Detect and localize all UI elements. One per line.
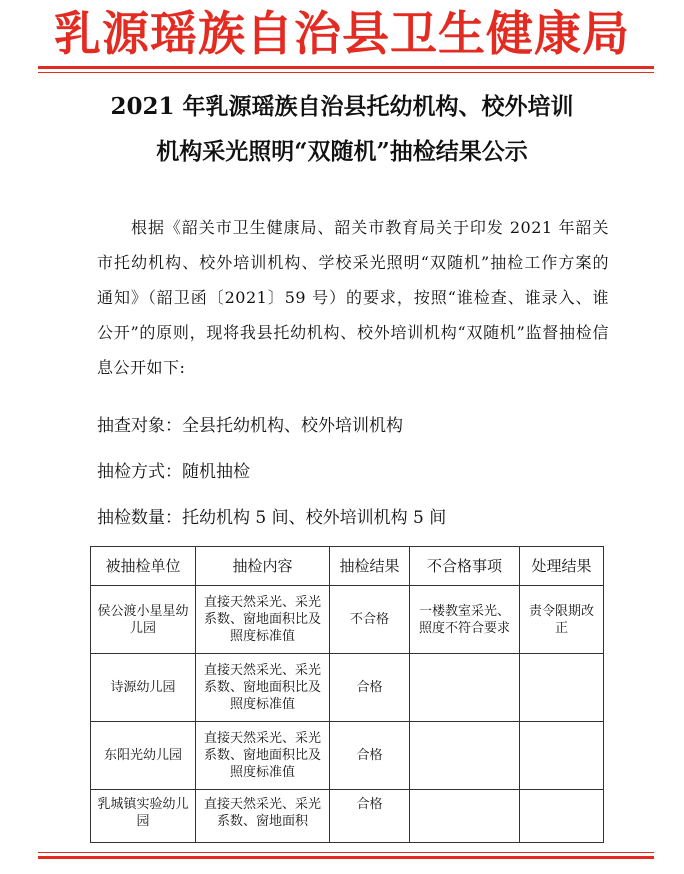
cell-content: 直接天然采光、采光系数、窗地面积比及照度标准值	[196, 586, 330, 654]
table-row	[91, 790, 604, 843]
cell-unit: 乳城镇实验幼儿园	[91, 790, 196, 843]
inspection-target: 抽查对象：全县托幼机构、校外培训机构	[97, 416, 403, 436]
document-title-line-2: 机构采光照明“双随机”抽检结果公示	[156, 138, 528, 165]
cell-result: 合格	[330, 654, 410, 722]
footer-rule-thick	[38, 856, 654, 859]
header-content: 抽检内容	[196, 547, 330, 586]
cell-unit: 侯公渡小星星幼儿园	[91, 586, 196, 654]
table-row	[91, 586, 604, 654]
cell-content: 直接天然采光、采光系数、窗地面积	[196, 790, 330, 843]
cell-unit: 诗源幼儿园	[91, 654, 196, 722]
cell-action	[520, 722, 604, 790]
body-paragraph: 根据《韶关市卫生健康局、韶关市教育局关于印发 2021 年韶关市托幼机构、校外培训机构、学校采光照明“双随机”抽检工作方案的通知》（韶卫函〔2021〕59 号）的要求，按照“谁检查、谁录入、谁公开”的原则，现将我县托幼机构、校外培训机构“双随机”监督抽检信息公开如下:	[97, 218, 609, 377]
inspection-method: 抽检方式：随机抽检	[97, 462, 250, 482]
cell-result: 合格	[330, 790, 410, 843]
cell-action	[520, 654, 604, 722]
header-action: 处理结果	[520, 547, 604, 586]
header-result: 抽检结果	[330, 547, 410, 586]
header-issue: 不合格事项	[410, 547, 520, 586]
agency-letterhead: 乳源瑶族自治县卫生健康局	[54, 7, 630, 62]
table-row	[91, 722, 604, 790]
cell-content: 直接天然采光、采光系数、窗地面积比及照度标准值	[196, 654, 330, 722]
cell-action: 责令限期改正	[520, 586, 604, 654]
cell-issue	[410, 654, 520, 722]
table-row	[91, 654, 604, 722]
cell-action	[520, 790, 604, 843]
cell-issue	[410, 722, 520, 790]
footer-rule-thin	[38, 852, 654, 853]
cell-result: 合格	[330, 722, 410, 790]
inspection-quantity: 抽检数量：托幼机构 5 间、校外培训机构 5 间	[97, 508, 447, 528]
results-table	[90, 546, 604, 843]
cell-issue	[410, 790, 520, 843]
header-unit: 被抽检单位	[91, 547, 196, 586]
cell-unit: 东阳光幼儿园	[91, 722, 196, 790]
cell-result: 不合格	[330, 586, 410, 654]
table-header-row	[91, 547, 604, 586]
cell-issue: 一楼教室采光、照度不符合要求	[410, 586, 520, 654]
document-title-line-1: 2021 年乳源瑶族自治县托幼机构、校外培训	[110, 93, 574, 120]
letterhead-rule-thin	[38, 72, 654, 73]
letterhead-rule-thick	[38, 66, 654, 69]
cell-content: 直接天然采光、采光系数、窗地面积比及照度标准值	[196, 722, 330, 790]
